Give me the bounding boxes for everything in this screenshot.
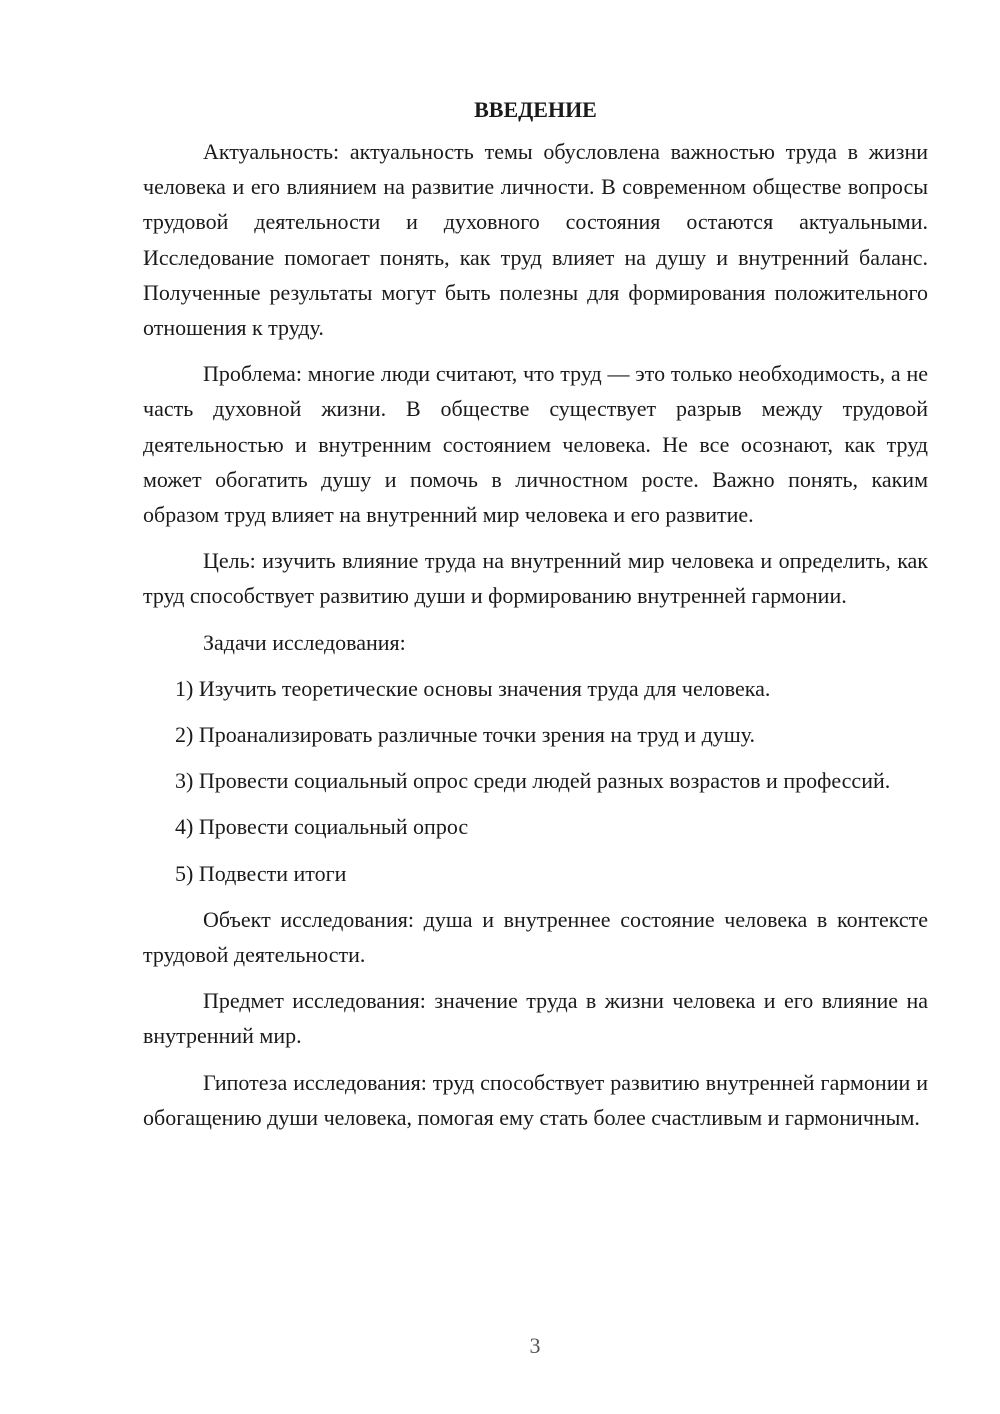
page-content — [143, 94, 928, 1146]
page-title: ВВЕДЕНИЕ — [474, 97, 597, 122]
page-number: 3 — [529, 1333, 541, 1358]
paragraph-object: Объект исследования: душа и внутреннее состояние человека в контексте трудовой деятельности. — [143, 906, 928, 968]
paragraph-subject: Предмет исследования: значение труда в жизни человека и его влияние на внутренний мир. — [143, 988, 928, 1049]
paragraph-problem: Проблема: многие люди считают, что труд — это только необходимость, а не часть духовной жизни. В обществе существует разрыв между трудовой деятельностью и внутренним состоянием человека. Не все осознают, как труд может обогатить душу и помочь в личностном росте. Важно понять, каким образом труд влияет на внутренний мир человека и его развитие. — [143, 361, 928, 528]
paragraph-tasks-heading: Задачи исследования: — [203, 629, 406, 655]
task-item-3: 3) Провести социальный опрос среди людей разных возрастов и профессий. — [175, 768, 891, 794]
paragraph-goal: Цель: изучить влияние труда на внутренний мир человека и определить, как труд способствует развитию души и формированию внутренней гармонии. — [143, 548, 928, 609]
task-item-4: 4) Провести социальный опрос — [175, 814, 469, 840]
task-item-2: 2) Проанализировать различные точки зрения на труд и душу. — [175, 722, 756, 748]
task-item-5: 5) Подвести итоги — [175, 860, 347, 886]
paragraph-relevance: Актуальность: актуальность темы обусловлена важностью труда в жизни человека и его влиянием на развитие личности. В современном обществе вопросы трудовой деятельности и духовного состояния остаются актуальными. Исследование помогает понять, как труд влияет на душу и внутренний баланс. Полученные результаты могут быть полезны для формирования положительного отношения к труду. — [143, 139, 928, 341]
task-item-1: 1) Изучить теоретические основы значения труда для человека. — [175, 675, 771, 701]
paragraph-hypothesis: Гипотеза исследования: труд способствует развитию внутренней гармонии и обогащению души человека, помогая ему стать более счастливым и гармоничным. — [143, 1069, 928, 1130]
